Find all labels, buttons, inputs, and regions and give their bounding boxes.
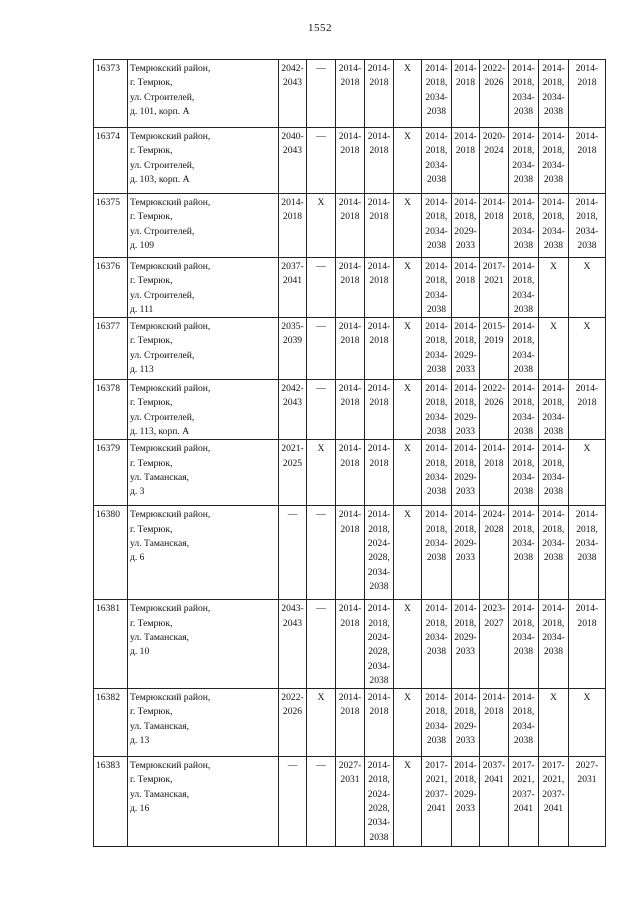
table-row	[94, 380, 606, 440]
period-cell: 2014- 2018	[480, 194, 509, 258]
period-cell: 2037- 2041	[279, 258, 307, 318]
period-cell: —	[307, 380, 336, 440]
period-cell: —	[307, 600, 336, 689]
period-cell: 2014- 2018	[336, 258, 365, 318]
period-cell: X	[394, 757, 422, 847]
repair-schedule-table	[93, 59, 606, 847]
period-cell: 2014- 2018, 2034- 2038	[422, 194, 452, 258]
period-cell: 2043- 2043	[279, 600, 307, 689]
address-cell: Темрюкский район, г. Темрюк, ул. Строителей, д. 113	[128, 318, 279, 380]
period-cell: X	[394, 60, 422, 128]
period-cell: 2014- 2018, 2034- 2038	[569, 506, 606, 600]
period-cell: 2014- 2018, 2034- 2038	[509, 258, 539, 318]
table-row	[94, 440, 606, 506]
period-cell: 2014- 2018, 2029- 2033	[452, 194, 480, 258]
period-cell: 2014- 2018, 2034- 2038	[422, 380, 452, 440]
period-cell: 2014- 2018	[336, 318, 365, 380]
period-cell: 2027- 2031	[336, 757, 365, 847]
address-cell: Темрюкский район, г. Темрюк, ул. Таманская, д. 10	[128, 600, 279, 689]
row-number-cell: 16377	[94, 318, 128, 380]
period-cell: 2014- 2018	[336, 506, 365, 600]
period-cell: X	[539, 258, 569, 318]
period-cell: —	[307, 506, 336, 600]
table-row	[94, 128, 606, 194]
period-cell: 2014- 2018	[279, 194, 307, 258]
period-cell: 2014- 2018, 2029- 2033	[452, 380, 480, 440]
address-cell: Темрюкский район, г. Темрюк, ул. Строителей, д. 113, корп. А	[128, 380, 279, 440]
table-row	[94, 600, 606, 689]
period-cell: 2014- 2018	[452, 258, 480, 318]
period-cell: 2014- 2018	[336, 380, 365, 440]
row-number-cell: 16376	[94, 258, 128, 318]
period-cell: 2014- 2018	[336, 689, 365, 757]
period-cell: 2014- 2018, 2034- 2038	[422, 440, 452, 506]
period-cell: 2014- 2018	[480, 689, 509, 757]
period-cell: 2014- 2018, 2034- 2038	[422, 506, 452, 600]
period-cell: 2014- 2018, 2034- 2038	[539, 506, 569, 600]
page-number: 1552	[308, 22, 332, 34]
table-row	[94, 757, 606, 847]
period-cell: 2014- 2018, 2034- 2038	[509, 689, 539, 757]
table-row	[94, 60, 606, 128]
period-cell: 2014- 2018, 2034- 2038	[569, 194, 606, 258]
period-cell: 2014- 2018	[336, 194, 365, 258]
period-cell: 2014- 2018	[569, 128, 606, 194]
address-cell: Темрюкский район, г. Темрюк, ул. Таманская, д. 13	[128, 689, 279, 757]
period-cell: 2024- 2028	[480, 506, 509, 600]
period-cell: 2014- 2018, 2034- 2038	[539, 194, 569, 258]
period-cell: —	[279, 757, 307, 847]
period-cell: 2014- 2018	[365, 440, 394, 506]
period-cell: 2014- 2018	[452, 60, 480, 128]
period-cell: 2014- 2018	[569, 380, 606, 440]
period-cell: 2014- 2018, 2034- 2038	[509, 506, 539, 600]
address-cell: Темрюкский район, г. Темрюк, ул. Таманская, д. 6	[128, 506, 279, 600]
row-number-cell: 16378	[94, 380, 128, 440]
period-cell: 2042- 2043	[279, 60, 307, 128]
period-cell: 2017- 2021, 2037- 2041	[539, 757, 569, 847]
address-cell: Темрюкский район, г. Темрюк, ул. Строителей, д. 111	[128, 258, 279, 318]
period-cell: 2014- 2018, 2034- 2038	[509, 380, 539, 440]
period-cell: 2014- 2018	[365, 380, 394, 440]
row-number-cell: 16379	[94, 440, 128, 506]
table-row	[94, 689, 606, 757]
row-number-cell: 16383	[94, 757, 128, 847]
period-cell: 2040- 2043	[279, 128, 307, 194]
period-cell: 2014- 2018	[365, 60, 394, 128]
period-cell: 2014- 2018, 2034- 2038	[539, 380, 569, 440]
period-cell: 2015- 2019	[480, 318, 509, 380]
period-cell: 2014- 2018, 2029- 2033	[452, 757, 480, 847]
address-cell: Темрюкский район, г. Темрюк, ул. Строителей, д. 103, корп. А	[128, 128, 279, 194]
period-cell: 2014- 2018, 2024- 2028, 2034- 2038	[365, 757, 394, 847]
period-cell: —	[279, 506, 307, 600]
period-cell: 2014- 2018, 2034- 2038	[422, 258, 452, 318]
period-cell: 2014- 2018	[336, 60, 365, 128]
period-cell: 2014- 2018, 2034- 2038	[422, 60, 452, 128]
period-cell: 2014- 2018, 2034- 2038	[422, 600, 452, 689]
period-cell: 2014- 2018, 2034- 2038	[539, 128, 569, 194]
period-cell: 2014- 2018, 2034- 2038	[509, 318, 539, 380]
period-cell: X	[569, 689, 606, 757]
period-cell: 2014- 2018, 2034- 2038	[539, 60, 569, 128]
period-cell: 2014- 2018, 2029- 2033	[452, 506, 480, 600]
period-cell: 2014- 2018	[452, 128, 480, 194]
period-cell: 2014- 2018, 2034- 2038	[422, 128, 452, 194]
table-row	[94, 194, 606, 258]
row-number-cell: 16380	[94, 506, 128, 600]
period-cell: 2022- 2026	[279, 689, 307, 757]
period-cell: 2014- 2018, 2034- 2038	[509, 128, 539, 194]
period-cell: 2014- 2018	[365, 689, 394, 757]
period-cell: —	[307, 128, 336, 194]
period-cell: 2035- 2039	[279, 318, 307, 380]
period-cell: X	[307, 440, 336, 506]
period-cell: X	[394, 600, 422, 689]
period-cell: 2014- 2018, 2034- 2038	[422, 689, 452, 757]
period-cell: X	[394, 506, 422, 600]
period-cell: 2014- 2018	[365, 128, 394, 194]
period-cell: 2017- 2021, 2037- 2041	[509, 757, 539, 847]
period-cell: 2021- 2025	[279, 440, 307, 506]
row-number-cell: 16375	[94, 194, 128, 258]
period-cell: 2014- 2018, 2029- 2033	[452, 600, 480, 689]
period-cell: X	[539, 318, 569, 380]
row-number-cell: 16382	[94, 689, 128, 757]
address-cell: Темрюкский район, г. Темрюк, ул. Таманская, д. 16	[128, 757, 279, 847]
period-cell: X	[307, 194, 336, 258]
period-cell: 2014- 2018	[480, 440, 509, 506]
period-cell: 2014- 2018	[365, 318, 394, 380]
table-body	[94, 60, 606, 847]
period-cell: X	[394, 318, 422, 380]
address-cell: Темрюкский район, г. Темрюк, ул. Строителей, д. 109	[128, 194, 279, 258]
period-cell: X	[539, 689, 569, 757]
period-cell: X	[569, 258, 606, 318]
period-cell: —	[307, 318, 336, 380]
period-cell: 2027- 2031	[569, 757, 606, 847]
period-cell: —	[307, 258, 336, 318]
period-cell: 2042- 2043	[279, 380, 307, 440]
period-cell: 2014- 2018, 2034- 2038	[422, 318, 452, 380]
period-cell: 2037- 2041	[480, 757, 509, 847]
period-cell: X	[394, 194, 422, 258]
period-cell: 2022- 2026	[480, 380, 509, 440]
period-cell: 2014- 2018	[365, 258, 394, 318]
row-number-cell: 16373	[94, 60, 128, 128]
period-cell: 2014- 2018, 2029- 2033	[452, 689, 480, 757]
address-cell: Темрюкский район, г. Темрюк, ул. Таманская, д. 3	[128, 440, 279, 506]
period-cell: 2014- 2018, 2034- 2038	[509, 60, 539, 128]
period-cell: 2014- 2018, 2034- 2038	[539, 600, 569, 689]
period-cell: 2023- 2027	[480, 600, 509, 689]
period-cell: 2014- 2018, 2024- 2028, 2034- 2038	[365, 506, 394, 600]
period-cell: 2022- 2026	[480, 60, 509, 128]
period-cell: X	[394, 258, 422, 318]
address-cell: Темрюкский район, г. Темрюк, ул. Строителей, д. 101, корп. А	[128, 60, 279, 128]
period-cell: 2020- 2024	[480, 128, 509, 194]
period-cell: 2014- 2018, 2034- 2038	[509, 440, 539, 506]
period-cell: —	[307, 757, 336, 847]
period-cell: X	[569, 440, 606, 506]
table-row	[94, 318, 606, 380]
period-cell: 2014- 2018	[569, 600, 606, 689]
period-cell: X	[394, 440, 422, 506]
period-cell: X	[394, 128, 422, 194]
row-number-cell: 16381	[94, 600, 128, 689]
period-cell: 2014- 2018	[365, 194, 394, 258]
period-cell: 2017- 2021	[480, 258, 509, 318]
table-row	[94, 258, 606, 318]
table-row	[94, 506, 606, 600]
period-cell: 2014- 2018, 2034- 2038	[509, 600, 539, 689]
period-cell: 2014- 2018, 2024- 2028, 2034- 2038	[365, 600, 394, 689]
period-cell: 2017- 2021, 2037- 2041	[422, 757, 452, 847]
period-cell: 2014- 2018, 2029- 2033	[452, 318, 480, 380]
period-cell: 2014- 2018	[336, 128, 365, 194]
period-cell: X	[307, 689, 336, 757]
period-cell: 2014- 2018, 2029- 2033	[452, 440, 480, 506]
row-number-cell: 16374	[94, 128, 128, 194]
period-cell: X	[394, 380, 422, 440]
period-cell: X	[569, 318, 606, 380]
period-cell: 2014- 2018	[569, 60, 606, 128]
period-cell: 2014- 2018	[336, 600, 365, 689]
period-cell: X	[394, 689, 422, 757]
period-cell: —	[307, 60, 336, 128]
period-cell: 2014- 2018, 2034- 2038	[539, 440, 569, 506]
period-cell: 2014- 2018, 2034- 2038	[509, 194, 539, 258]
period-cell: 2014- 2018	[336, 440, 365, 506]
